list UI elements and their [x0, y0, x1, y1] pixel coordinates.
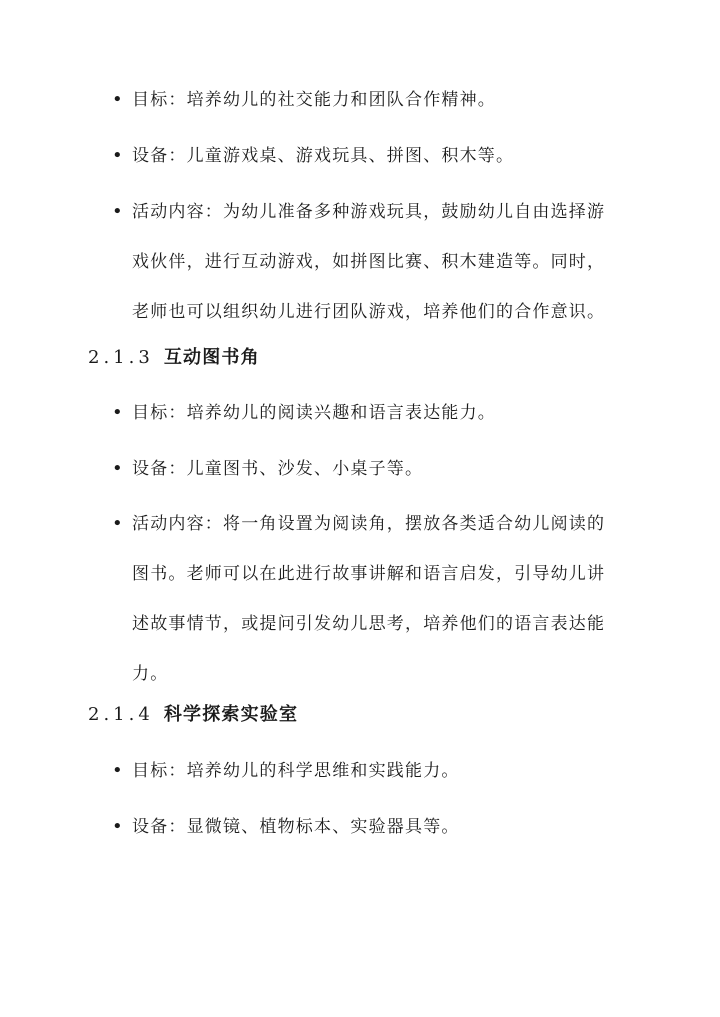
list-item-text: 活动内容：为幼儿准备多种游戏玩具，鼓励幼儿自由选择游戏伙伴，进行互动游戏，如拼图比赛、积木建造等。同时，老师也可以组织幼儿进行团队游戏，培养他们的合作意识。: [132, 202, 606, 322]
list-item-text: 活动内容：将一角设置为阅读角，摆放各类适合幼儿阅读的图书。老师可以在此进行故事讲解和语言启发，引导幼儿讲述故事情节，或提问引发幼儿思考，培养他们的语言表达能力。: [132, 514, 606, 684]
bullet-icon: •: [112, 513, 123, 534]
section-number: 2.1.4: [88, 704, 154, 725]
list-item: [112, 802, 622, 852]
list-item-text: 设备：儿童图书、沙发、小桌子等。: [132, 459, 424, 479]
section-heading: [88, 700, 298, 730]
list-item: [112, 187, 622, 337]
section-number: 2.1.3: [88, 347, 154, 368]
list-item: [112, 444, 622, 494]
list-item-text: 目标：培养幼儿的科学思维和实践能力。: [132, 761, 460, 781]
section-heading: [88, 343, 260, 373]
section-title: 互动图书角: [163, 347, 260, 368]
list-item-text: 目标：培养幼儿的阅读兴趣和语言表达能力。: [132, 403, 496, 423]
list-item-text: 设备：儿童游戏桌、游戏玩具、拼图、积木等。: [132, 146, 515, 166]
bullet-icon: •: [112, 89, 123, 110]
list-item: [112, 131, 622, 181]
bullet-icon: •: [112, 760, 123, 781]
bullet-icon: •: [112, 458, 123, 479]
bullet-icon: •: [112, 816, 123, 837]
bullet-icon: •: [112, 402, 123, 423]
section-title: 科学探索实验室: [163, 704, 299, 725]
bullet-icon: •: [112, 201, 123, 222]
list-item: [112, 746, 622, 796]
list-item-text: 目标：培养幼儿的社交能力和团队合作精神。: [132, 90, 496, 110]
list-item-text: 设备：显微镜、植物标本、实验器具等。: [132, 817, 460, 837]
list-item: [112, 75, 622, 125]
list-item: [112, 388, 622, 438]
bullet-icon: •: [112, 145, 123, 166]
list-item: [112, 499, 622, 699]
